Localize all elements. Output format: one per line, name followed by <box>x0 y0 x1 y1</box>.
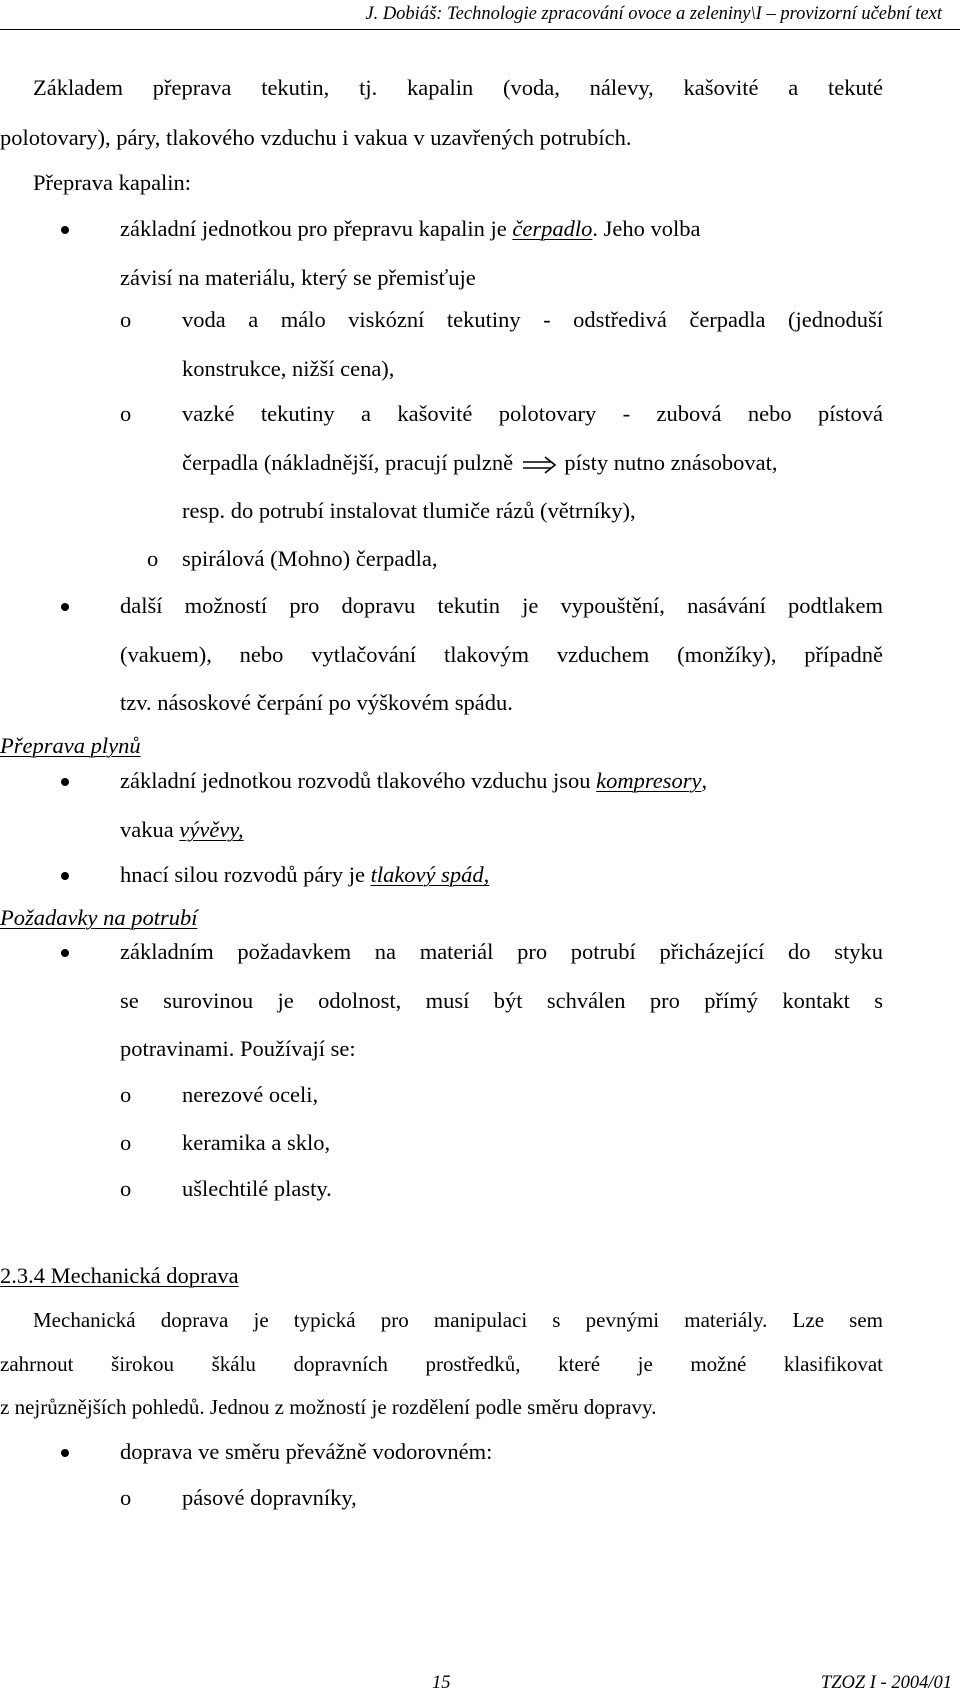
pipes-item-3: ušlechtilé plasty. <box>182 1176 332 1201</box>
intro-line-1: Základem přeprava tekutin, tj. kapalin (voda, nálevy, kašovité a tekuté <box>33 75 883 100</box>
liquids-bullet-1-line-1: základní jednotkou pro přepravu kapalin je čerpadlo. Jeho volba <box>120 216 701 241</box>
mechanical-bullet-1: doprava ve směru převážně vodorovném: <box>120 1439 493 1464</box>
sub-marker: o <box>120 307 132 332</box>
page-number: 15 <box>432 1673 451 1693</box>
liquids-bullet-1-line-2: závisí na materiálu, který se přemisťuje <box>120 265 476 290</box>
mechanical-sub-1: pásové dopravníky, <box>182 1485 357 1510</box>
pipes-bullet-1-line-1: základním požadavkem na materiál pro potrubí přicházející do styku <box>120 939 883 964</box>
sub-marker: o <box>147 546 159 571</box>
mechanical-para-line-1: Mechanická doprava je typická pro manipulaci s pevnými materiály. Lze sem <box>33 1308 883 1332</box>
header-rule <box>0 29 960 30</box>
liquids-sub-2-line-2: čerpadla (nákladnější, pracují pulzně písty nutno znásobovat, <box>182 450 778 475</box>
liquids-sub-1-line-2: konstrukce, nižší cena), <box>182 356 395 381</box>
sub-marker: o <box>120 1485 132 1510</box>
pipes-item-2: keramika a sklo, <box>182 1130 331 1155</box>
liquids-sub-1-line-1: voda a málo viskózní tekutiny - odstředivá čerpadla (jednoduší <box>182 307 883 332</box>
sub-marker: o <box>120 1082 132 1107</box>
intro-line-2: polotovary), páry, tlakového vzduchu i vakua v uzavřených potrubích. <box>0 125 632 150</box>
mechanical-para-line-2: zahrnout širokou škálu dopravních prostředků, které je možné klasifikovat <box>0 1352 883 1376</box>
liquids-bullet-2-line-1: další možností pro dopravu tekutin je vypouštění, nasávání podtlakem <box>120 593 883 618</box>
bullet-icon <box>61 778 69 786</box>
bullet-icon <box>61 603 69 611</box>
bullet-icon <box>61 872 69 880</box>
liquids-sub-2-line-3: resp. do potrubí instalovat tlumiče rázů (větrníky), <box>182 498 636 523</box>
bullet-icon <box>61 949 69 957</box>
gases-bullet-2: hnací silou rozvodů páry je tlakový spád, <box>120 862 490 887</box>
bullet-icon <box>61 1449 69 1457</box>
gases-bullet-1-line-2: vakua vývěvy, <box>120 817 244 842</box>
gases-heading: Přeprava plynů <box>0 733 141 758</box>
bullet-icon <box>61 226 69 234</box>
sub-marker: o <box>120 1130 132 1155</box>
liquids-heading: Přeprava kapalin: <box>33 170 192 195</box>
pipes-item-1: nerezové oceli, <box>182 1082 319 1107</box>
liquids-sub-2-line-1: vazké tekutiny a kašovité polotovary - zubová nebo pístová <box>182 401 883 426</box>
pipes-bullet-1-line-2: se surovinou je odolnost, musí být schválen pro přímý kontakt s <box>120 988 883 1013</box>
liquids-bullet-2-line-3: tzv. násoskové čerpání po výškovém spádu. <box>120 690 513 715</box>
pipes-bullet-1-line-3: potravinami. Používají se: <box>120 1036 356 1061</box>
gases-bullet-1-line-1: základní jednotkou rozvodů tlakového vzduchu jsou kompresory, <box>120 768 708 793</box>
mechanical-para-line-3: z nejrůznějších pohledů. Jednou z možností je rozdělení podle směru dopravy. <box>0 1395 657 1419</box>
vacuum-pump-term: vývěvy, <box>179 817 244 842</box>
pressure-drop-term: tlakový spád, <box>370 862 490 887</box>
document-code: TZOZ I - 2004/01 <box>820 1673 952 1693</box>
liquids-sub-3: spirálová (Mohno) čerpadla, <box>182 546 438 571</box>
section-heading: 2.3.4 Mechanická doprava <box>0 1263 239 1288</box>
liquids-bullet-2-line-2: (vakuem), nebo vytlačování tlakovým vzduchem (monžíky), případně <box>120 642 883 667</box>
implies-arrow-icon <box>519 455 559 475</box>
running-header: J. Dobiáš: Technologie zpracování ovoce a zeleniny\I – provizorní učební text <box>365 4 942 24</box>
compressor-term: kompresory <box>596 768 702 793</box>
pipes-heading: Požadavky na potrubí <box>0 905 198 930</box>
sub-marker: o <box>120 401 132 426</box>
sub-marker: o <box>120 1176 132 1201</box>
pump-term: čerpadlo <box>512 216 593 241</box>
